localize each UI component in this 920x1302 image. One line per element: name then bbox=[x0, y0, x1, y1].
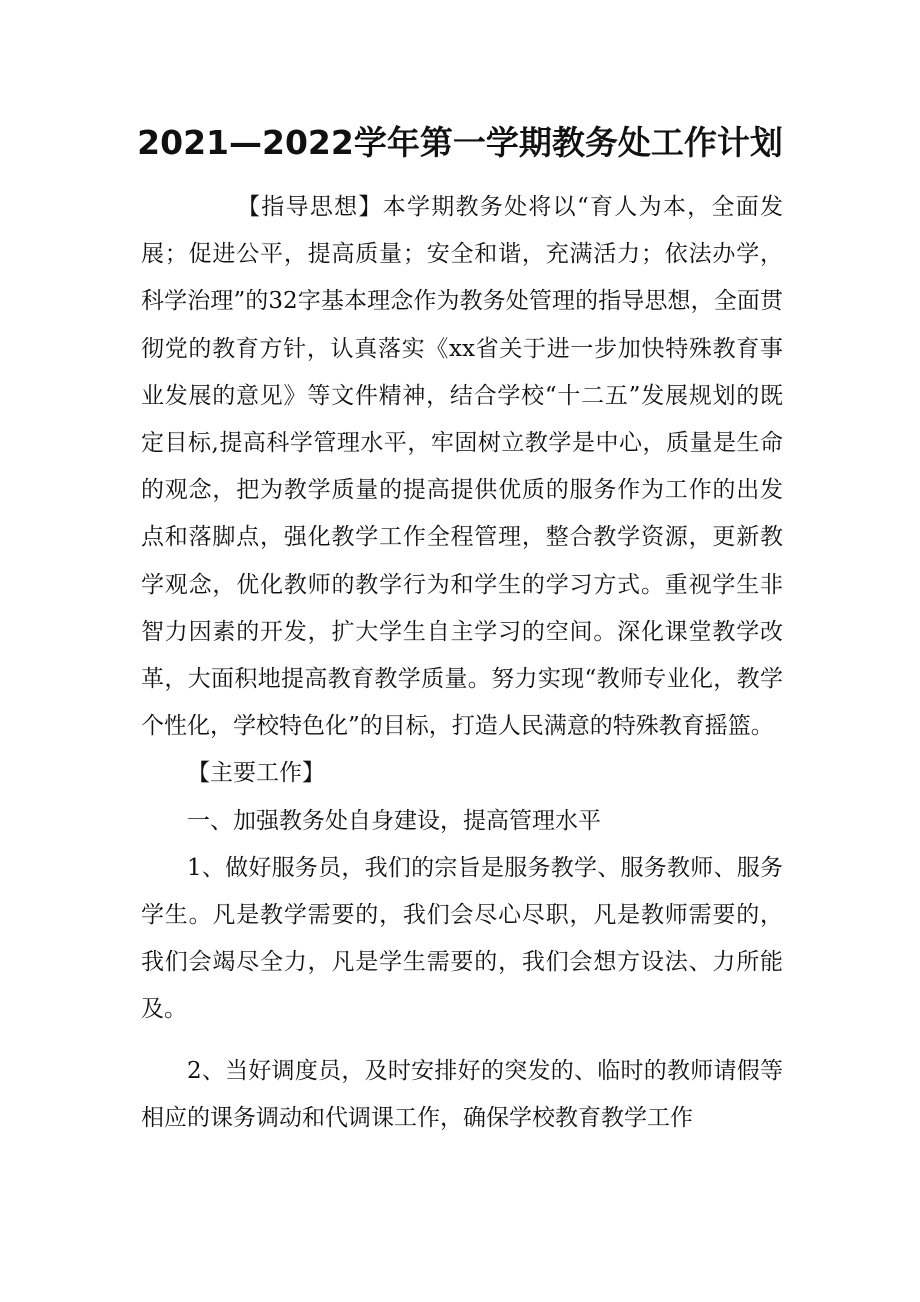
document-body bbox=[141, 184, 783, 1142]
section-heading-1: 一、加强教务处自身建设，提高管理水平 bbox=[187, 807, 601, 834]
guiding-thought-paragraph: 【指导思想】本学期教务处将以“育人为本，全面发展；促进公平，提高质量；安全和谐，充满活力；依法办学，科学治理”的32字基本理念作为教务处管理的指导思想，全面贯彻党的教育方针，认真落实《xx省关于进一步加快特殊教育事业发展的意见》等文件精神，结合学校“十二五”发展规划的既定目标,提高科学管理水平，牢固树立教学是中心，质量是生命的观念，把为教学质量的提高提供优质的服务作为工作的出发点和落脚点，强化教学工作全程管理，整合教学资源，更新教学观念，优化教师的教学行为和学生的学习方式。重视学生非智力因素的开发，扩大学生自主学习的空间。深化课堂教学改革，大面积地提高教育教学质量。努力实现“教师专业化，教学个性化，学校特色化”的目标，打造人民满意的特殊教育摇篮。 bbox=[141, 194, 783, 740]
item-paragraph-2: 2、当好调度员，及时安排好的突发的、临时的教师请假等相应的课务调动和代调课工作，确保学校教育教学工作 bbox=[141, 1057, 783, 1131]
document-title: 2021—2022学年第一学期教务处工作计划 bbox=[137, 123, 783, 162]
main-work-heading: 【主要工作】 bbox=[187, 760, 325, 787]
item-paragraph-1: 1、做好服务员，我们的宗旨是服务教学、服务教师、服务学生。凡是教学需要的，我们会尽心尽职，凡是教师需要的，我们会竭尽全力，凡是学生需要的，我们会想方设法、力所能及。 bbox=[141, 854, 783, 1023]
